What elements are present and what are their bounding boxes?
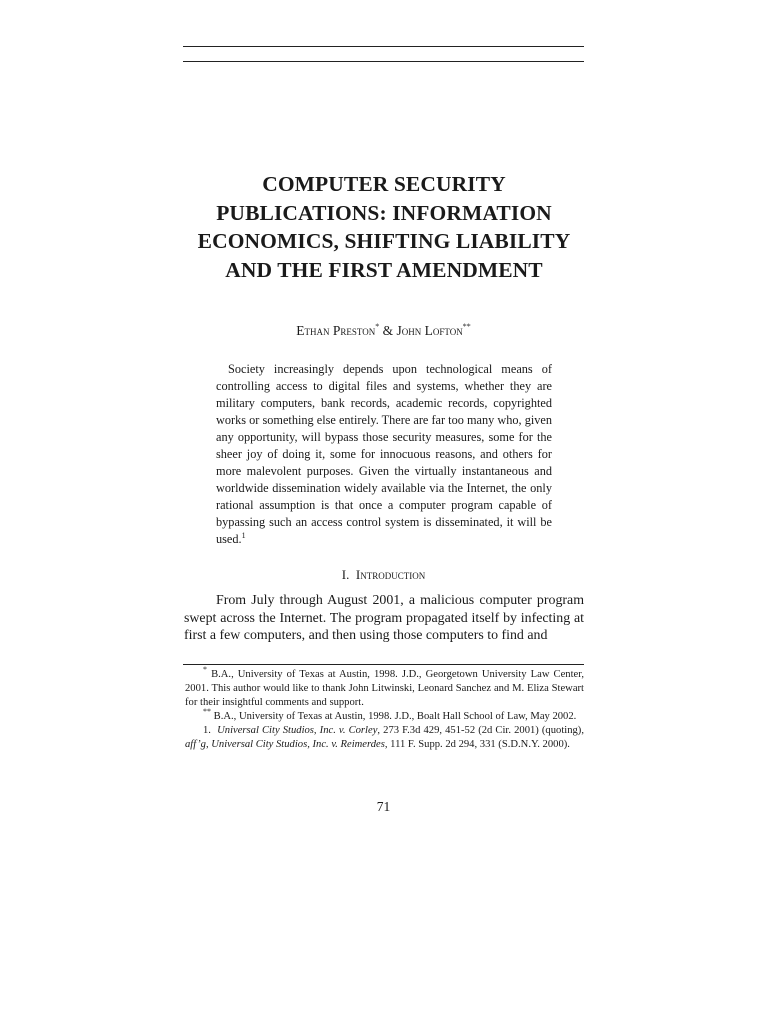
- footnote-text: B.A., University of Texas at Austin, 1998. J.D., Georgetown University Law Center, 2001. This author would like to thank John Litwinski, Leonard Sanchez and M. Eliza Stewart for their insightful comments and support.: [185, 669, 584, 708]
- footnotes: [185, 665, 587, 752]
- author-line: [183, 322, 584, 340]
- body-paragraph: From July through August 2001, a malicious computer program swept across the Internet. The program propagated itself by infecting at first a few computers, and then using those computers to find and: [184, 593, 584, 643]
- article-title: [140, 170, 628, 284]
- case-name: Universal City Studios, Inc. v. Reimerdes: [211, 739, 385, 750]
- header-rule-top: [183, 46, 584, 47]
- footnote: [185, 707, 584, 724]
- author-footnote-mark: **: [462, 322, 471, 331]
- footnote: [185, 724, 587, 752]
- citation-text: , 273 F.3d 429, 451-52 (2d Cir. 2001) (quoting),: [377, 725, 587, 736]
- author-footnote-mark: *: [375, 322, 380, 331]
- citation-text: , 111 F. Supp. 2d 294, 331 (S.D.N.Y. 2000).: [384, 739, 570, 750]
- section-heading: [183, 566, 584, 584]
- footnote: [185, 665, 584, 710]
- footnote-reference: 1: [241, 531, 246, 540]
- case-name: Universal City Studios, Inc. v. Corley: [217, 725, 378, 736]
- title-line: PUBLICATIONS: INFORMATION: [216, 200, 552, 225]
- author-connector: &: [379, 323, 397, 338]
- footnote-mark: **: [203, 707, 211, 716]
- citation-separator: ,: [205, 739, 212, 750]
- author-name: Ethan Preston: [296, 323, 376, 338]
- section-title: Introduction: [355, 567, 426, 582]
- page-number: 71: [376, 799, 391, 814]
- section-numeral: I.: [341, 567, 350, 582]
- footnote-mark: *: [203, 665, 207, 674]
- title-line: ECONOMICS, SHIFTING LIABILITY: [197, 229, 571, 253]
- epigraph: [216, 361, 552, 548]
- title-line: COMPUTER SECURITY: [262, 172, 506, 196]
- citation-signal: aff’g: [185, 739, 206, 750]
- title-line: AND THE FIRST AMENDMENT: [225, 257, 543, 282]
- footnote-text: B.A., University of Texas at Austin, 1998. J.D., Boalt Hall School of Law, May 2002.: [213, 711, 577, 722]
- footnote-separator: [183, 664, 584, 665]
- epigraph-text: Society increasingly depends upon technological means of controlling access to digital files and systems, whether they are military computers, bank records, academic records, copyrighted works or something else entirely. There are far too many who, given any opportunity, will bypass those security measures, some for the sheer joy of doing it, some for innocuous reasons, and others for more malevolent purposes. Given the virtually instantaneous and worldwide dissemination widely available via the Internet, the only rational assumption is that once a computer program capable of bypassing such an access control system is disseminated, it will be used.: [216, 362, 553, 546]
- author-name: John Lofton: [396, 323, 463, 338]
- footnote-number: 1.: [203, 725, 211, 736]
- header-rule-bottom: [183, 61, 584, 62]
